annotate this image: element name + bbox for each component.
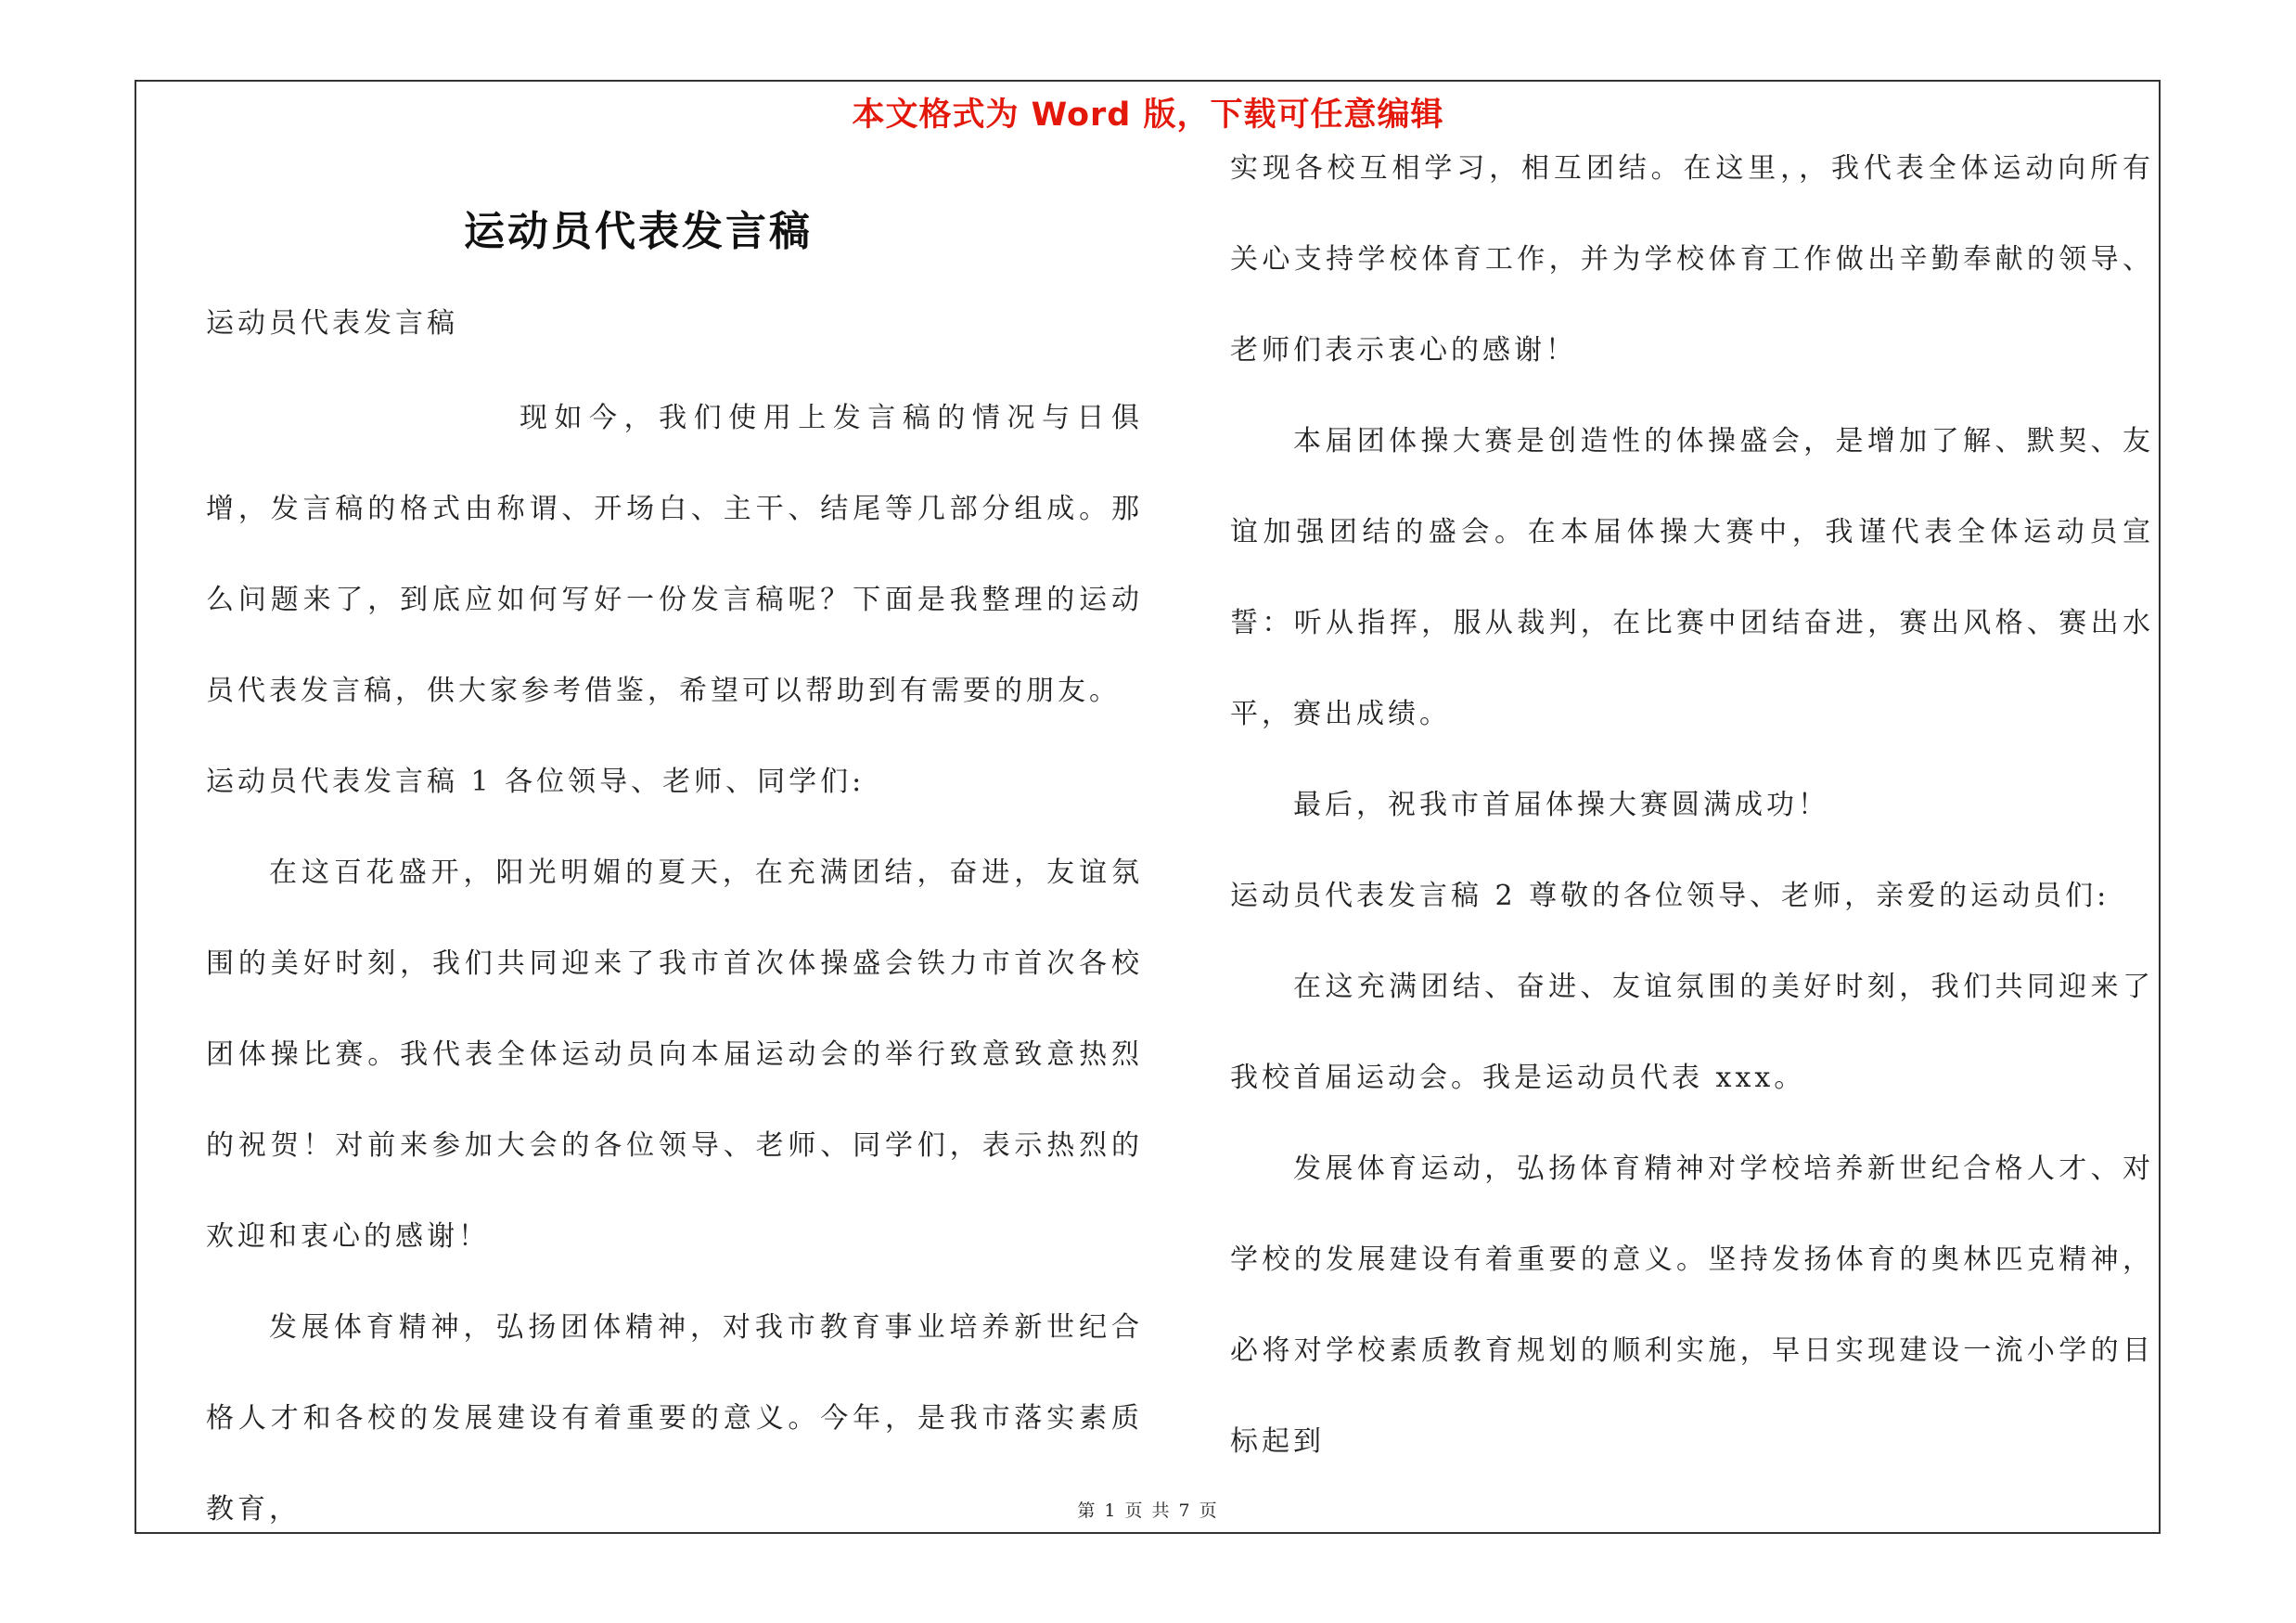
paragraph-closing-wish: 最后，祝我市首届体操大赛圆满成功！	[1293, 789, 1829, 821]
paragraph-intro: 现如今，我们使用上发言稿的情况与日俱增，发言稿的格式由称谓、开场白、主干、结尾等几部分组成。那么问题来了，到底应如何写好一份发言稿呢？下面是我整理的运动员代表发言稿，供大家参考借鉴，希望可以帮助到有需要的朋友。	[206, 402, 1143, 707]
page-number: 第 1 页 共 7 页	[1077, 1501, 1219, 1521]
right-column	[1230, 123, 2154, 1488]
paragraph-school-meet: 在这充满团结、奋进、友谊氛围的美好时刻，我们共同迎来了我校首届运动会。我是运动员代表 xxx。	[1230, 971, 2154, 1094]
left-column-body	[206, 373, 1143, 1555]
paragraph-thanks: 实现各校互相学习，相互团结。在这里，，我代表全体运动向所有关心支持学校体育工作，并为学校体育工作做出辛勤奉献的领导、老师们表示衷心的感谢！	[1230, 152, 2154, 367]
document-title: 运动员代表发言稿	[464, 208, 813, 255]
paragraph-speech-2-heading: 运动员代表发言稿 2 尊敬的各位领导、老师，亲爱的运动员们:	[1230, 880, 2110, 912]
format-banner: 本文格式为 Word 版，下载可任意编辑	[852, 97, 1444, 134]
left-column	[206, 167, 1143, 1555]
paragraph-speech-1-heading: 运动员代表发言稿 1 各位领导、老师、同学们:	[206, 766, 866, 798]
paragraph-oath: 本届团体操大赛是创造性的体操盛会，是增加了解、默契、友谊加强团结的盛会。在本届体操大赛中，我谨代表全体运动员宣誓：听从指挥，服从裁判，在比赛中团结奋进，赛出风格、赛出水平，赛出成绩。	[1230, 425, 2154, 730]
paragraph-significance: 发展体育精神，弘扬团体精神，对我市教育事业培养新世纪合格人才和各校的发展建设有着重要的意义。今年，是我市落实素质教育，	[206, 1311, 1143, 1526]
paragraph-welcome: 在这百花盛开，阳光明媚的夏天，在充满团结，奋进，友谊氛围的美好时刻，我们共同迎来了我市首次体操盛会铁力市首次各校团体操比赛。我代表全体运动员向本届运动会的举行致意致意热烈的祝贺！对前来参加大会的各位领导、老师、同学们，表示热烈的欢迎和衷心的感谢！	[206, 857, 1143, 1253]
paragraph-olympic-spirit: 发展体育运动，弘扬体育精神对学校培养新世纪合格人才、对学校的发展建设有着重要的意义。坚持发扬体育的奥林匹克精神，必将对学校素质教育规划的顺利实施，早日实现建设一流小学的目标起到	[1230, 1153, 2154, 1458]
document-subtitle: 运动员代表发言稿	[206, 307, 458, 340]
